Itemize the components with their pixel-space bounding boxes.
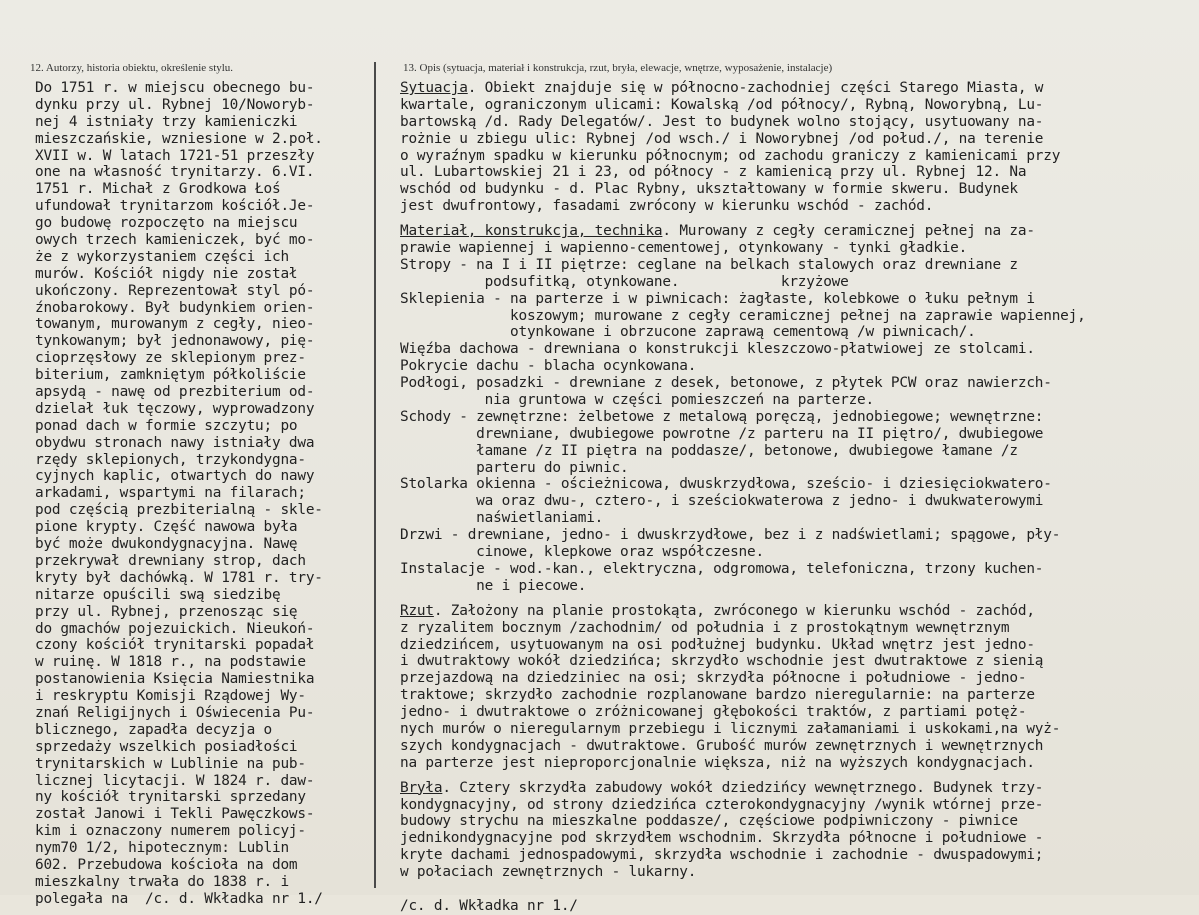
description-line: /c. d. Wkładka nr 1./: [400, 897, 578, 914]
description-line: wschód od budynku - d. Plac Rybny, ukształtowany w formie skweru. Budynek: [400, 181, 1018, 198]
description-line: na parterze jest nieproporcjonalnie większa, niż na wyższych kondygnacjach.: [400, 754, 1035, 771]
history-line: przekrywał drewniany strop, dach: [35, 552, 306, 569]
section-gap: [400, 772, 1190, 780]
description-line: prawie wapiennej i wapienno-cementowej, otynkowany - tynki gładkie.: [400, 240, 968, 257]
history-line: cioprzęsłowy ze sklepionym prez-: [35, 350, 306, 367]
history-line: sprzedaży wszelkich posiadłości: [35, 738, 298, 755]
column-divider: [374, 62, 376, 888]
history-line: został Janowi i Tekli Pawęczkows-: [35, 806, 315, 823]
section-heading: Materiał, konstrukcja, technika: [400, 223, 663, 240]
description-line: Instalacje - wod.-kan., elektryczna, odgromowa, telefoniczna, trzony kuchen-: [400, 560, 1044, 577]
history-line: trynitarskich w Lublinie na pub-: [35, 755, 306, 772]
description-line: Podłogi, posadzki - drewniane z desek, betonowe, z płytek PCW oraz nawierzch-: [400, 375, 1052, 392]
history-line: nitarze opuścili swą siedzibę: [35, 586, 281, 603]
section-heading: Sytuacja: [400, 80, 468, 96]
description-line: naświetlaniami.: [400, 510, 604, 527]
history-line: Do 1751 r. w miejscu obecnego bu-: [35, 80, 315, 96]
description-line: [400, 223, 1190, 240]
history-line: w ruinę. W 1818 r., na podstawie: [35, 654, 306, 671]
description-line: szych kondygnacjach - dwutraktowe. Grubość murów zewnętrznych i wewnętrznych: [400, 737, 1044, 754]
history-line: mieszczańskie, wzniesione w 2.poł.: [35, 130, 323, 147]
description-line: nia gruntowa w części pomieszczeń na parterze.: [400, 392, 874, 409]
history-line: nym70 1/2, hipotecznym: Lublin: [35, 840, 289, 857]
description-line: Schody - zewnętrzne: żelbetowe z metalową poręczą, jednobiegowe; wewnętrzne:: [400, 408, 1044, 425]
history-line: biterium, zamkniętym półkoliście: [35, 367, 306, 384]
description-line: parteru do piwnic.: [400, 459, 629, 476]
history-text-column: [35, 80, 370, 908]
description-line: podsufitką, otynkowane. krzyżowe: [400, 273, 849, 290]
history-line: ponad dach w formie szczytu; po: [35, 417, 298, 434]
description-line: jedno- i dwutraktowe o zróżnicowanej głębokości traktów, z partiami potęż-: [400, 704, 1027, 721]
history-line: postanowienia Księcia Namiestnika: [35, 671, 315, 688]
history-line: przy ul. Rybnej, przenosząc się: [35, 603, 298, 620]
history-line: rzędy sklepionych, trzykondygna-: [35, 451, 306, 468]
section-gap: [400, 595, 1190, 603]
description-line: Drzwi - drewniane, jedno- i dwuskrzydłowe, bez i z nadświetlami; spągowe, pły-: [400, 527, 1061, 544]
history-line: nej 4 istniały trzy kamieniczki: [35, 113, 298, 130]
history-line: towanym, murowanym z cegły, nieo-: [35, 316, 315, 333]
section-gap: [400, 215, 1190, 223]
description-line: kondygnacyjny, od strony dziedzińca czterokondygnacyjny /wynik wtórnej prze-: [400, 796, 1044, 813]
history-line: murów. Kościół nigdy nie został: [35, 265, 298, 282]
history-line: że z wykorzystaniem części ich: [35, 248, 289, 265]
description-line: w połaciach zewnętrznych - lukarny.: [400, 864, 697, 881]
description-line: Sklepienia - na parterze i w piwnicach: żagłaste, kolebkowe o łuku pełnym i: [400, 290, 1035, 307]
history-line: 1751 r. Michał z Grodkowa Łoś: [35, 181, 281, 198]
description-line: jest dwufrontowy, fasadami zwrócony w kierunku wschód - zachód.: [400, 198, 934, 215]
right-column-header: 13. Opis (sytuacja, materiał i konstrukcja, rzut, bryła, elewacje, wnętrze, wyposażenie, instalacje): [403, 62, 833, 74]
history-line: do gmachów pojezuickich. Nieukoń-: [35, 620, 315, 637]
description-line: bartowską /d. Rady Delegatów/. Jest to budynek wolno stojący, usytuowany na-: [400, 113, 1044, 130]
history-line: ukończony. Reprezentował styl pó-: [35, 282, 315, 299]
history-line: polegała na /c. d. Wkładka nr 1./: [35, 890, 323, 907]
history-line: i reskryptu Komisji Rządowej Wy-: [35, 688, 306, 705]
section-heading-rest: . Obiekt znajduje się w północno-zachodniej części Starego Miasta, w: [467, 80, 1044, 96]
section-heading: Bryła: [400, 779, 443, 796]
description-line: Stropy - na I i II piętrze: ceglane na belkach stalowych oraz drewniane z: [400, 256, 1018, 273]
description-line: [400, 881, 1190, 898]
description-line: rożnie u zbiegu ulic: Rybnej /od wsch./ i Noworybnej /od połud./, na terenie: [400, 130, 1044, 147]
history-line: być może dwukondygnacyjna. Nawę: [35, 536, 298, 553]
description-line: i dwutraktowy wokół dziedzińca; skrzydło wschodnie jest dwutraktowe z sienią: [400, 653, 1044, 670]
description-line: kwartale, ograniczonym ulicami: Kowalską /od północy/, Rybną, Noworybną, Lu-: [400, 96, 1044, 113]
history-line: go budowę rozpoczęto na miejscu: [35, 215, 298, 232]
description-line: z ryzalitem bocznym /zachodnim/ od południa i z prostokątnym wewnętrznym: [400, 619, 1010, 636]
description-line: Pokrycie dachu - blacha ocynkowana.: [400, 358, 697, 375]
description-line: drewniane, dwubiegowe powrotne /z parteru na II piętro/, dwubiegowe: [400, 425, 1044, 442]
section-heading-rest: . Murowany z cegły ceramicznej pełnej na za-: [662, 223, 1035, 240]
description-line: ne i piecowe.: [400, 577, 587, 594]
description-line: nych murów o nieregularnym przebiegu i licznymi załamaniami i uskokami,na wyż-: [400, 720, 1061, 737]
description-line: koszowym; murowane z cegły ceramicznej pełnej na zaprawie wapiennej,: [400, 307, 1086, 324]
description-line: traktowe; skrzydło zachodnie rozplanowane bardzo nieregularnie: na parterze: [400, 687, 1035, 704]
history-line: pione krypty. Część nawowa była: [35, 519, 298, 536]
history-line: dzielał łuk tęczowy, wyprowadzony: [35, 400, 315, 417]
history-line: 602. Przebudowa kościoła na dom: [35, 856, 298, 873]
description-line: o wyraźnym spadku w kierunku północnym; od zachodu graniczy z kamienicami przy: [400, 147, 1061, 164]
history-line: znań Religijnych i Oświecenia Pu-: [35, 704, 315, 721]
history-line: apsydą - nawę od prezbiterium od-: [35, 384, 315, 401]
description-line: [400, 780, 1190, 797]
history-line: ufundował trynitarzom kościół.Je-: [35, 198, 315, 215]
description-line: Stolarka okienna - ościeżnicowa, dwuskrzydłowa, sześcio- i dziesięciokwatero-: [400, 476, 1052, 493]
history-line: czony kościół trynitarski popadał: [35, 637, 315, 654]
description-line: budowy strychu na mieszkalne poddasze/, częściowe podpiwniczony - piwnice: [400, 813, 1018, 830]
history-line: blicznego, zapadła decyzja o: [35, 721, 272, 738]
history-line: dynku przy ul. Rybnej 10/Noworyb-: [35, 96, 315, 113]
description-text-column: [400, 80, 1190, 915]
section-heading-rest: . Cztery skrzydła zabudowy wokół dziedzińcy wewnętrznego. Budynek trzy-: [442, 779, 1044, 796]
history-line: tynkowanym; był jednonawowy, pię-: [35, 333, 315, 350]
history-line: źnobarokowy. Był budynkiem orien-: [35, 299, 315, 316]
description-line: Więźba dachowa - drewniana o konstrukcji kleszczowo-płatwiowej ze stolcami.: [400, 341, 1035, 358]
history-line: cyjnych kaplic, otwartych do nawy: [35, 468, 315, 485]
description-line: kryte dachami jednospadowymi, skrzydła wschodnie i zachodnie - dwuspadowymi;: [400, 847, 1044, 864]
description-line: otynkowane i obrzucone zaprawą cementową /w piwnicach/.: [400, 324, 976, 341]
section-heading-rest: . Założony na planie prostokąta, zwróconego w kierunku wschód - zachód,: [433, 602, 1035, 619]
description-line: łamane /z II piętra na poddasze/, betonowe, dwubiegowe łamane /z: [400, 442, 1018, 459]
history-line: owych trzech kamieniczek, być mo-: [35, 232, 315, 249]
history-line: one na własność trynitarzy. 6.VI.: [35, 164, 315, 181]
description-line: przejazdową na dziedziniec na osi; skrzydła północne i południowe - jedno-: [400, 670, 1027, 687]
history-line: ny kościół trynitarski sprzedany: [35, 789, 306, 806]
history-line: kryty był dachówką. W 1781 r. try-: [35, 569, 323, 586]
history-line: pod częścią prezbiterialną - skle-: [35, 502, 323, 519]
history-line: XVII w. W latach 1721-51 przeszły: [35, 147, 315, 164]
history-line: arkadami, wspartymi na filarach;: [35, 485, 306, 502]
description-line: dziedzińcem, usytuowanym na osi podłużnej budynku. Układ wnętrz jest jedno-: [400, 636, 1035, 653]
description-line: ul. Lubartowskiej 21 i 23, od północy - z kamienicą przy ul. Rybnej 12. Na: [400, 164, 1027, 181]
section-heading: Rzut: [400, 602, 434, 619]
history-line: kim i oznaczony numerem policyj-: [35, 823, 306, 840]
left-column-header: 12. Autorzy, historia obiektu, określenie stylu.: [30, 62, 234, 74]
history-line: obydwu stronach nawy istniały dwa: [35, 434, 315, 451]
description-line: jednikondygnacyjne pod skrzydłem wschodnim. Skrzydła północne i południowe -: [400, 830, 1044, 847]
description-line: cinowe, klepkowe oraz współczesne.: [400, 544, 764, 561]
description-line: wa oraz dwu-, cztero-, i sześciokwaterowa z jedno- i dwukwaterowymi: [400, 493, 1044, 510]
history-line: mieszkalny trwała do 1838 r. i: [35, 873, 289, 890]
description-line: [400, 603, 1190, 620]
history-line: licznej licytacji. W 1824 r. daw-: [35, 772, 315, 789]
description-line: [400, 80, 1190, 97]
